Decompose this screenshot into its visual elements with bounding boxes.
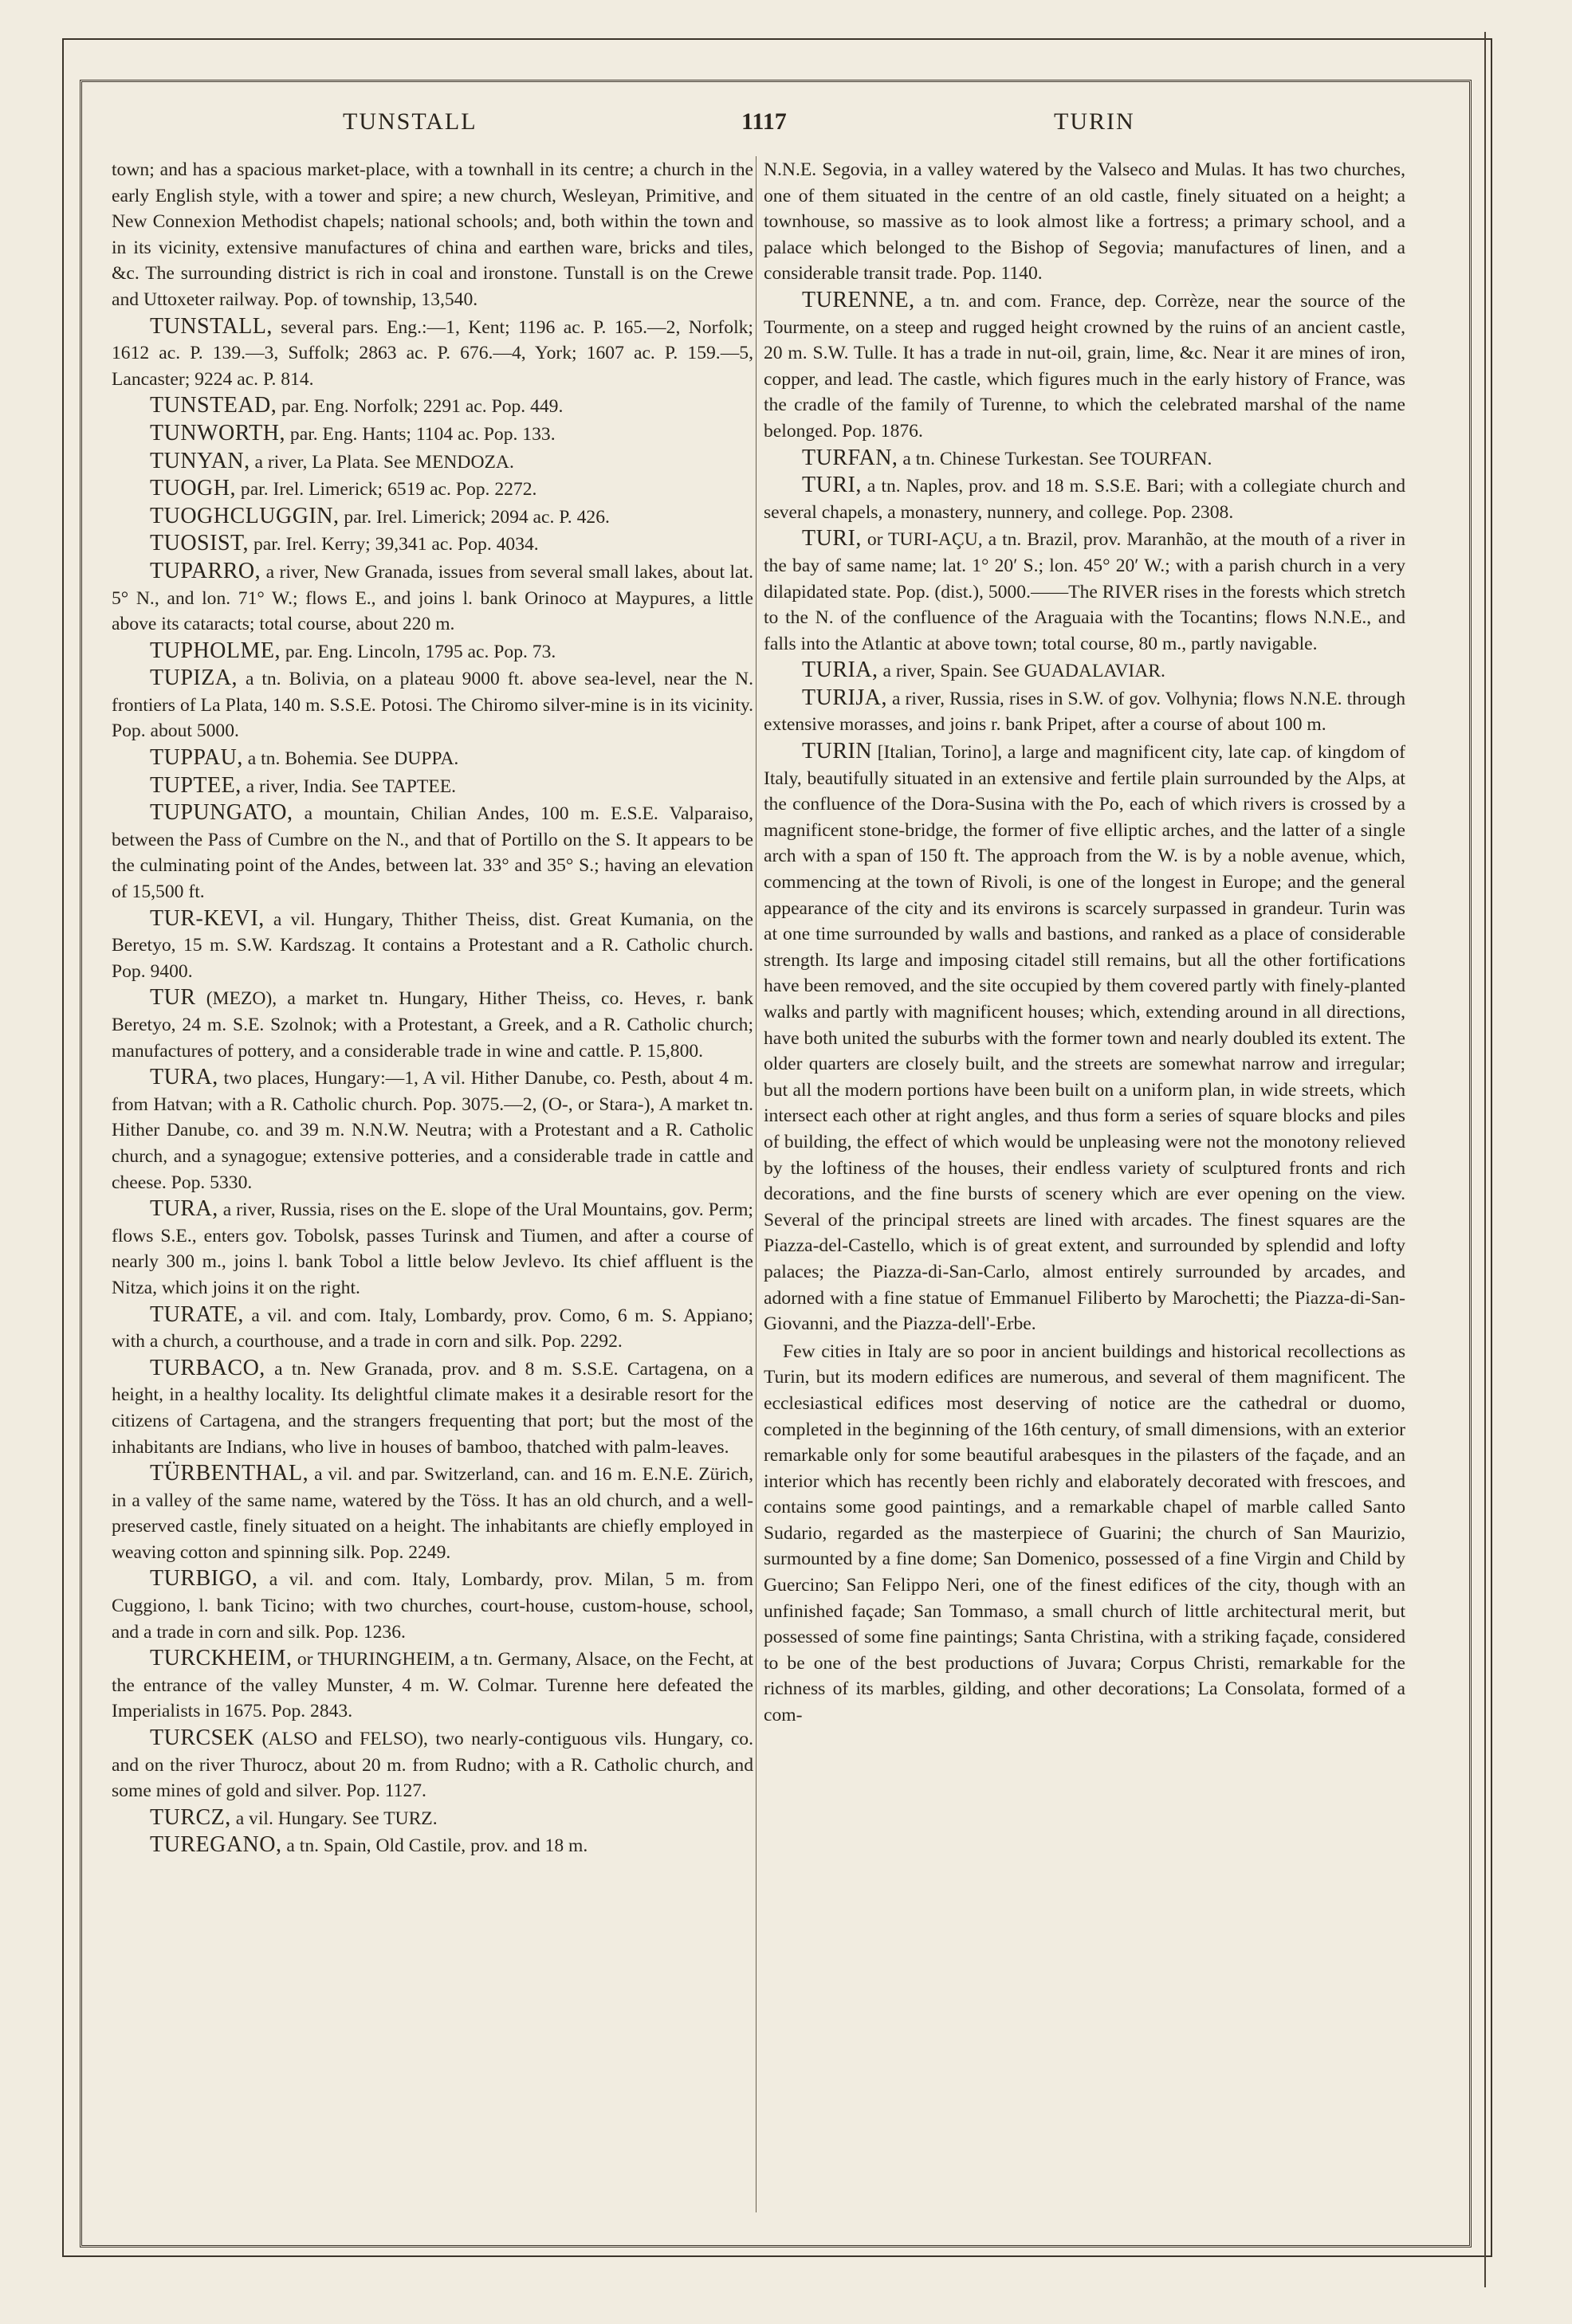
entry-text: (ALSO and FELSO), two nearly-contiguous vils. Hungary, co. and on the river Thurocz, about 20 m. from Rudno; with a R. Catholic church, and some mines of gold and silver. Pop. 1127.	[112, 1729, 753, 1802]
entry	[112, 985, 753, 1064]
entry-text: town; and has a spacious market-place, with a townhall in its centre; a church in the early English style, with a tower and spire; a new church, Wesleyan, Primitive, and New Connexion Methodist chapels; national schools; and, both within the town and in its vicinity, extensive manufactures of china and earthen ware, bricks and tiles, &c. The surrounding district is rich in coal and ironstone. Tunstall is on the Crewe and Uttoxeter railway. Pop. of township, 13,540.	[112, 159, 753, 310]
entry-headword: TUPUNGATO,	[150, 800, 293, 826]
entry	[112, 1065, 753, 1195]
entry	[764, 739, 1405, 1337]
entry-text: a mountain, Chilian Andes, 100 m. E.S.E. Valparaiso, between the Pass of Cumbre on the N., and that of Portillo on the S. It appears to be the culminating point of the Andes, between lat. 33° and 35° S.; having an elevation of 15,500 ft.	[112, 803, 753, 903]
entry	[112, 314, 753, 393]
entry	[764, 526, 1405, 657]
entry-text: a tn. Chinese Turkestan. See TOURFAN.	[902, 448, 1212, 469]
entry	[764, 658, 1405, 685]
entry	[112, 1832, 753, 1859]
entry-text: a vil. Hungary. See TURZ.	[235, 1808, 438, 1829]
entry-text: par. Eng. Lincoln, 1795 ac. Pop. 73.	[285, 641, 556, 662]
entry-headword: TUOSIST,	[150, 531, 250, 556]
entry-headword: TUNYAN,	[150, 448, 250, 473]
entry	[112, 531, 753, 558]
entry-text: N.N.E. Segovia, in a valley watered by the Valseco and Mulas. It has two churches, one of them situated in the centre of an old castle, finely situated on a height; a townhouse, so massive as to look almost like a fortress; a primary school, and a palace which belonged to the Bishop of Segovia; manufactures of linen, and a considerable transit trade. Pop. 1140.	[764, 159, 1405, 285]
entry	[112, 1302, 753, 1355]
entry	[764, 473, 1405, 525]
entry-text: a river, La Plata. See MENDOZA.	[254, 451, 514, 473]
entry-headword: TURA,	[150, 1196, 218, 1222]
entry-text: a tn. Bolivia, on a plateau 9000 ft. above sea-level, near the N. frontiers of La Plata, 140 m. S.S.E. Potosi. The Chiromo silver-mine is in its vicinity. Pop. about 5000.	[112, 669, 753, 742]
entry	[112, 421, 753, 448]
entry-text: a river, Russia, rises on the E. slope of the Ural Mountains, gov. Perm; flows S.E., enters gov. Tobolsk, passes Turinsk and Tiumen, and after a course of nearly 300 m., joins l. bank Tobol a little below Jevlevo. Its chief affluent is the Nitza, which joins it on the right.	[112, 1199, 753, 1298]
entry-text: par. Eng. Hants; 1104 ac. Pop. 133.	[289, 423, 556, 445]
entry-text: par. Irel. Kerry; 39,341 ac. Pop. 4034.	[253, 534, 539, 555]
entry-text: a tn. Naples, prov. and 18 m. S.S.E. Bari; with a collegiate church and several chapels, a monastery, nunnery, and college. Pop. 2308.	[764, 476, 1405, 523]
entry-headword: TURATE,	[150, 1301, 244, 1327]
entry	[112, 393, 753, 420]
entry-headword: TURI,	[802, 473, 862, 498]
entry	[112, 1196, 753, 1301]
entry-headword: TUR	[150, 985, 196, 1011]
entry-text: a tn. Spain, Old Castile, prov. and 18 m.	[286, 1835, 588, 1857]
entry	[112, 906, 753, 985]
entry-text: several pars. Eng.:—1, Kent; 1196 ac. P. 165.—2, Norfolk; 1612 ac. P. 139.—3, Suffolk; 2863 ac. P. 676.—4, York; 1607 ac. P. 159.—5, Lancaster; 9224 ac. P. 814.	[112, 316, 753, 390]
entry-headword: TUNSTEAD,	[150, 393, 277, 418]
entry	[112, 1461, 753, 1565]
entry-headword: TUNWORTH,	[150, 420, 286, 446]
entry-headword: TUNSTALL,	[150, 313, 273, 339]
entry	[112, 1356, 753, 1460]
right-column	[764, 156, 1405, 2212]
running-header	[104, 104, 1459, 151]
entry-headword: TUR-KEVI,	[150, 905, 265, 931]
entry-text: a vil. Hungary, Thither Theiss, dist. Great Kumania, on the Beretyo, 15 m. S.W. Kardszag. It contains a Protestant and a R. Catholic church. Pop. 9400.	[112, 909, 753, 982]
entry-headword: TURBACO,	[150, 1355, 265, 1380]
entry	[112, 156, 753, 313]
left-column	[112, 156, 753, 2212]
header-right-guideword: TURIN	[1054, 108, 1135, 135]
entry	[764, 156, 1405, 287]
entry-headword: TUPTEE,	[150, 772, 242, 798]
entry	[112, 1646, 753, 1725]
entry	[112, 800, 753, 905]
entry-headword: TURIJA,	[802, 685, 887, 710]
entry-text: a river, Spain. See GUADALAVIAR.	[882, 661, 1165, 682]
entry-headword: TURIA,	[802, 658, 878, 683]
entry-text: or THURINGHEIM, a tn. Germany, Alsace, on the Fecht, at the entrance of the valley Munster, 4 m. W. Colmar. Turenne here defeated the Imperialists in 1675. Pop. 2843.	[112, 1649, 753, 1722]
page-number: 1117	[741, 108, 787, 135]
column-divider	[756, 156, 757, 2212]
entry-headword: TUPIZA,	[150, 665, 238, 691]
entry-text: a vil. and par. Switzerland, can. and 16 m. E.N.E. Zürich, in a valley of the same name, watered by the Töss. It has an old church, and a well-preserved castle, finely situated on a height. The inhabitants are chiefly employed in weaving cotton and spinning silk. Pop. 2249.	[112, 1464, 753, 1563]
entry	[112, 745, 753, 772]
entry	[112, 449, 753, 476]
entry	[112, 559, 753, 638]
entry-text: a tn. Bohemia. See DUPPA.	[247, 748, 459, 770]
entry	[112, 638, 753, 665]
entry-headword: TUPHOLME,	[150, 638, 281, 663]
entry-headword: TUOGH,	[150, 476, 236, 501]
entry-text: two places, Hungary:—1, A vil. Hither Danube, co. Pesth, about 4 m. from Hatvan; with a R. Catholic church. Pop. 3075.—2, (O-, or Stara-), A market tn. Hither Danube, co. and 39 m. N.N.W. Neutra; with a Protestant and a R. Catholic church, and a synagogue; extensive potteries, and a considerable trade in cattle and cheese. Pop. 5330.	[112, 1068, 753, 1193]
entry	[112, 504, 753, 531]
entry	[764, 1338, 1405, 1729]
entry-text: [Italian, Torino], a large and magnificent city, late cap. of kingdom of Italy, beautifully situated in an extensive and fertile plain surrounded by the Alps, at the confluence of the Dora-Susina with the Po, each of which rivers is crossed by a magnificent stone-bridge, the former of five elliptic arches, and the latter of a single arch with a span of 150 ft. The approach from the W. is by a noble avenue, which, commencing at the town of Rivoli, is one of the longest in Europe; and the general appearance of the city and its environs is scarcely surpassed in grandeur. Turin was at one time surrounded by walls and bastions, and ranked as a place of considerable strength. Its large and imposing citadel still remains, but all the other fortifications have been removed, and the site occupied by them covered partly with finely-planted walks and partly with magnificent houses; which, extending around in all directions, have both united the suburbs with the former town and nearly doubled its extent. The older quarters are closely built, and the streets are somewhat narrow and irregular; but all the modern portions have been built on a uniform plan, in wide streets, which intersect each other at right angles, and thus form a series of square blocks and piles of building, the effect of which would be unpleasing were not the monotony relieved by the loftiness of the houses, their endless variety of sculptured fronts and rich decorations, and the fine bursts of scenery which are ever opening on the view. Several of the principal streets are lined with arcades. The finest squares are the Piazza-del-Castello, which is of great extent, and surrounded by splendid and lofty palaces; the Piazza-di-San-Carlo, almost entirely surrounded by arcades, and adorned with a fine statue of Emmanuel Filiberto by Marochetti; the Piazza-di-San-Giovanni, and the Piazza-dell'-Erbe.	[764, 742, 1405, 1335]
entry	[112, 1725, 753, 1804]
entry-headword: TURCZ,	[150, 1804, 231, 1830]
entry-headword: TÜRBENTHAL,	[150, 1461, 309, 1486]
entry-headword: TUPPAU,	[150, 745, 243, 771]
entry-text: a vil. and com. Italy, Lombardy, prov. Como, 6 m. S. Appiano; with a church, a courthouse, and a trade in corn and silk. Pop. 2292.	[112, 1305, 753, 1352]
entry-text: a tn. and com. France, dep. Corrèze, near the source of the Tourmente, on a steep and rugged height crowned by the ruins of an ancient castle, 20 m. S.W. Tulle. It has a trade in nut-oil, grain, lime, &c. Near it are mines of iron, copper, and lead. The castle, which figures much in the early history of France, was the cradle of the family of Turenne, to which the celebrated marshal of the name belonged. Pop. 1876.	[764, 290, 1405, 442]
entry-text: par. Irel. Limerick; 2094 ac. P. 426.	[344, 506, 610, 528]
entry-headword: TUREGANO,	[150, 1832, 282, 1858]
entry	[112, 665, 753, 744]
entry-headword: TURENNE,	[802, 287, 915, 312]
entry-text: a river, Russia, rises in S.W. of gov. Volhynia; flows N.N.E. through extensive morasses, and joins r. bank Pripet, after a course of about 100 m.	[764, 688, 1405, 736]
entry-headword: TURFAN,	[802, 445, 898, 470]
entry-headword: TUOGHCLUGGIN,	[150, 503, 340, 528]
binding-edge-line	[1484, 32, 1486, 2287]
entry-text: or TURI-AÇU, a tn. Brazil, prov. Maranhão, at the mouth of a river in the bay of same name; lat. 1° 20′ S.; lon. 45° 20′ W.; with a parish church in a very dilapidated state. Pop. (dist.), 5000.——The RIVER rises in the forests which stretch to the N. of the confluence of the Araguaia with the Tocantins; flows N.N.E., and falls into the Atlantic at above town; total course, 80 m., partly navigable.	[764, 529, 1405, 654]
entry-text: par. Irel. Limerick; 6519 ac. Pop. 2272.	[240, 479, 537, 501]
header-left-guideword: TUNSTALL	[343, 108, 477, 135]
entry-text: par. Eng. Norfolk; 2291 ac. Pop. 449.	[281, 396, 564, 418]
entry-headword: TURIN	[802, 739, 873, 764]
entry-headword: TURBIGO,	[150, 1566, 258, 1592]
entry	[112, 1805, 753, 1832]
entry-text: (MEZO), a market tn. Hungary, Hither Theiss, co. Heves, r. bank Beretyo, 24 m. S.E. Szolnok; with a Protestant, a Greek, and a R. Catholic church; manufactures of pottery, and a considerable trade in wine and cattle. P. 15,800.	[112, 988, 753, 1062]
entry	[764, 685, 1405, 738]
entry-headword: TURCKHEIM,	[150, 1646, 293, 1671]
entry-headword: TURCSEK	[150, 1725, 255, 1751]
entry-text: a vil. and com. Italy, Lombardy, prov. Milan, 5 m. from Cuggiono, l. bank Ticino; with two churches, court-house, custom-house, school, and a trade in corn and silk. Pop. 1236.	[112, 1569, 753, 1643]
entry-headword: TURI,	[802, 526, 862, 552]
entry	[764, 446, 1405, 473]
entry-headword: TURA,	[150, 1065, 218, 1090]
entry	[112, 476, 753, 503]
entry-text: a tn. New Granada, prov. and 8 m. S.S.E. Cartagena, on a height, in a healthy locality. Its delightful climate makes it a desirable resort for the citizens of Cartagena, and the strangers frequenting that port; but the most of the inhabitants are Indians, who live in houses of bamboo, thatched with palm-leaves.	[112, 1358, 753, 1458]
entry	[764, 288, 1405, 445]
entry	[112, 1566, 753, 1645]
entry	[112, 773, 753, 800]
entry-headword: TUPARRO,	[150, 558, 261, 583]
entry-text: a river, India. See TAPTEE.	[246, 775, 457, 797]
entry-text: a river, New Granada, issues from several small lakes, about lat. 5° N., and lon. 71° W.; flows E., and joins l. bank Orinoco at Maypures, a little above its cataracts; total course, about 220 m.	[112, 561, 753, 635]
entry-text: Few cities in Italy are so poor in ancient buildings and historical recollections as Turin, but its modern edifices are numerous, and several of them magnificent. The ecclesiastical edifices most deserving of notice are the cathedral or duomo, completed in the beginning of the 16th century, of small dimensions, with an exterior remarkable only for some beautiful arabesques in the pilasters of the façade, and an interior which has recently been richly and elaborately decorated with frescoes, and contains some good paintings, and a remarkable chapel of marble called Santo Sudario, regarded as the masterpiece of Guarini; the church of San Maurizio, surmounted by a fine dome; San Domenico, possessed of a fine Virgin and Child by Guercino; San Felippo Neri, one of the finest edifices of the city, though with an unfinished façade; San Tommaso, a small church of little architectural merit, but possessed of some fine paintings; Santa Christina, with a striking façade, considered to be one of the best productions of Juvara; Corpus Christi, remarkable for the richness of its marbles, gilding, and other decorations; La Consolata, formed of a com-	[764, 1341, 1405, 1726]
